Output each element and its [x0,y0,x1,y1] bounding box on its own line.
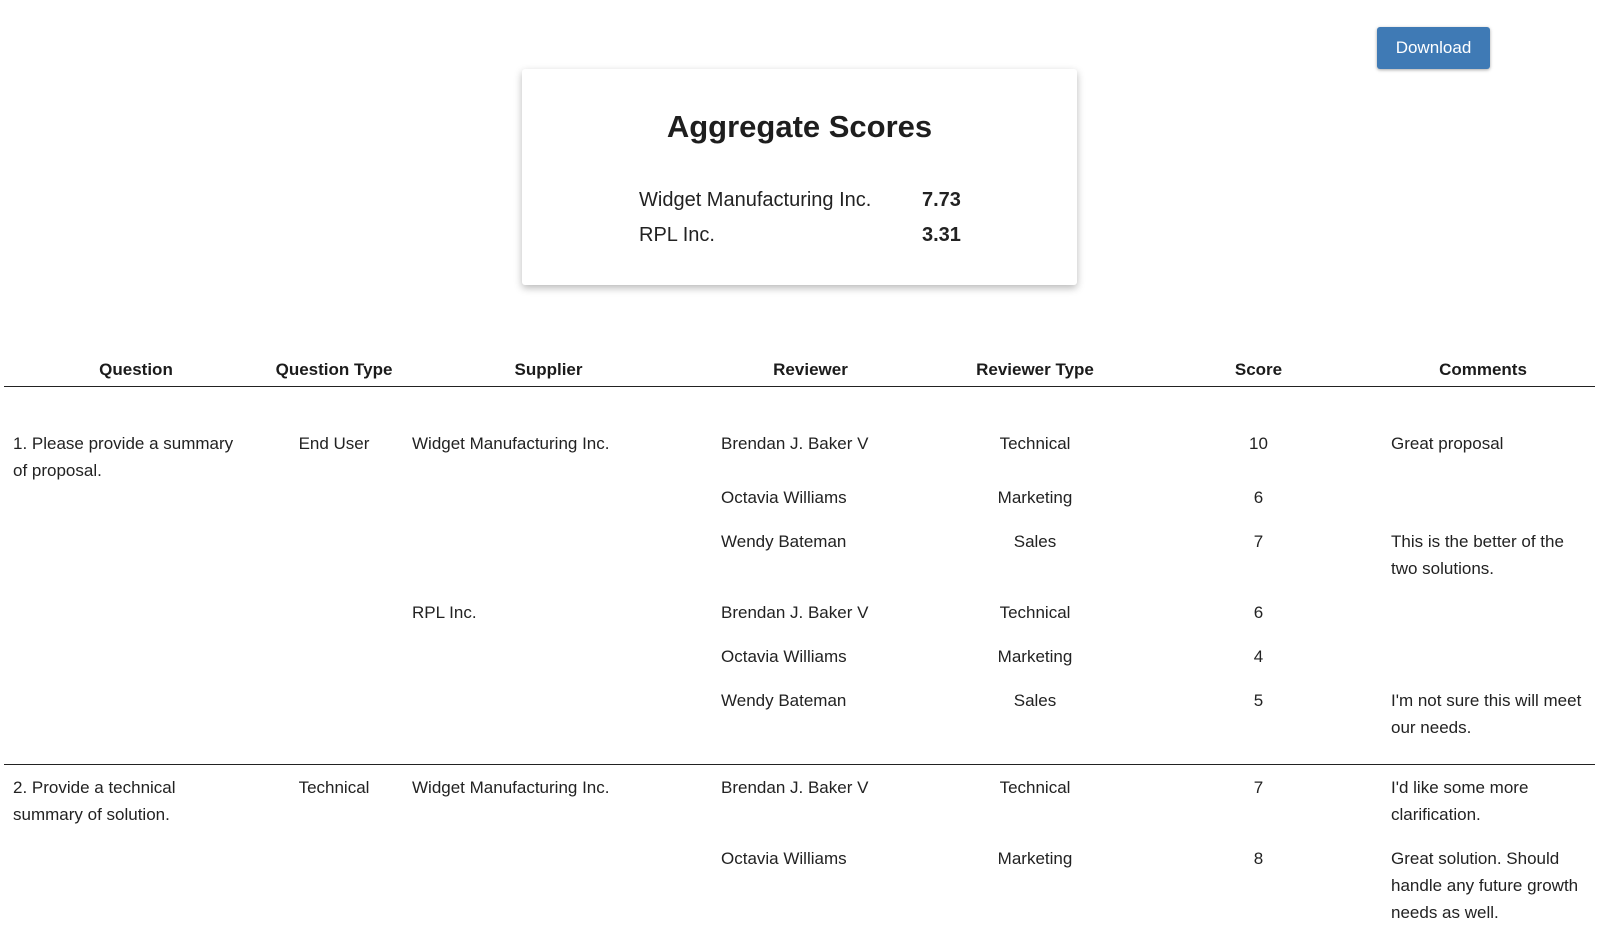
score-cell: 6 [1253,488,1264,507]
column-header-reviewer[interactable]: Reviewer [697,350,924,386]
question-type-cell [268,643,400,687]
score-cell: 6 [1253,603,1264,622]
question-type-cell [268,484,400,528]
column-header-reviewer-type[interactable]: Reviewer Type [924,350,1146,386]
table-spacer-row [4,764,1595,774]
question-cell: 2. Provide a technical summary of solution. [13,778,176,824]
question-cell [4,845,268,930]
reviewer-cell: Wendy Bateman [697,687,924,764]
score-cell: 7 [1253,532,1264,551]
reviewer-type-cell: Sales [924,687,1146,764]
aggregate-supplier-name: RPL Inc. [639,224,715,246]
table-row [4,528,1595,599]
reviewer-type-cell: Marketing [997,849,1073,868]
table-spacer-row [4,386,1595,430]
score-cell: 8 [1253,849,1264,868]
table-row [4,774,1595,845]
aggregate-scores-title: Aggregate Scores [666,109,933,144]
reviewer-cell: Brendan J. Baker V [721,434,869,453]
column-header-score[interactable]: Score [1146,350,1371,386]
column-header-question[interactable]: Question [4,350,268,386]
question-cell [4,528,268,599]
comment-cell: I'm not sure this will meet our needs. [1371,687,1595,764]
question-cell [4,643,268,687]
supplier-cell [400,484,697,528]
table-row [4,599,1595,643]
supplier-cell [400,528,697,599]
comment-cell [1371,643,1595,687]
question-cell: 1. Please provide a summary of proposal. [13,434,234,480]
reviewer-cell: Octavia Williams [721,647,847,666]
aggregate-score-row [639,218,979,253]
reviewer-cell: Octavia Williams [721,488,847,507]
comment-cell: Great solution. Should handle any future growth needs as well. [1391,849,1579,922]
column-header-comments[interactable]: Comments [1371,350,1595,386]
score-cell: 5 [1146,687,1371,764]
question-cell [4,687,268,764]
table-row [4,643,1595,687]
aggregate-supplier-score: 7.73 [922,189,961,211]
question-type-cell [268,599,400,643]
reviewer-type-cell: Marketing [997,488,1073,507]
reviewer-type-cell: Technical [999,603,1071,622]
supplier-cell: RPL Inc. [412,603,477,622]
reviewer-cell: Octavia Williams [721,849,847,868]
table-row [4,845,1595,930]
table-row [4,484,1595,528]
score-cell: 4 [1253,647,1264,666]
table-header-row [4,350,1595,386]
table-row [4,687,1595,764]
question-cell [4,484,268,528]
question-type-cell: End User [298,434,370,453]
comment-cell [1371,484,1595,528]
aggregate-supplier-name: Widget Manufacturing Inc. [639,189,872,211]
question-type-cell [268,687,400,764]
review-table [4,350,1595,930]
supplier-cell [400,643,697,687]
question-cell [4,599,268,643]
reviewer-cell: Brendan J. Baker V [721,778,869,797]
comment-cell: This is the better of the two solutions. [1391,532,1564,578]
question-type-cell [268,845,400,930]
comment-cell: Great proposal [1391,434,1504,453]
comment-cell: I'd like some more clarification. [1391,778,1529,824]
question-type-cell [268,528,400,599]
comment-cell [1371,599,1595,643]
question-type-cell: Technical [298,778,370,797]
download-button[interactable]: Download [1377,27,1490,69]
aggregate-scores-card [522,69,1077,285]
reviewer-cell: Wendy Bateman [721,532,847,551]
reviewer-type-cell: Technical [999,778,1071,797]
reviewer-type-cell: Technical [999,434,1071,453]
score-cell: 10 [1249,434,1268,453]
score-cell: 7 [1253,778,1264,797]
supplier-cell [400,845,697,930]
supplier-cell: Widget Manufacturing Inc. [412,778,610,797]
table-row [4,430,1595,484]
aggregate-scores-list [639,183,979,253]
column-header-supplier[interactable]: Supplier [400,350,697,386]
supplier-cell [400,687,697,764]
aggregate-score-row [639,183,979,218]
column-header-question-type[interactable]: Question Type [268,350,400,386]
aggregate-supplier-score: 3.31 [922,224,961,246]
supplier-cell: Widget Manufacturing Inc. [412,434,610,453]
reviewer-type-cell: Sales [1013,532,1057,551]
reviewer-cell: Brendan J. Baker V [721,603,869,622]
reviewer-type-cell: Marketing [997,647,1073,666]
